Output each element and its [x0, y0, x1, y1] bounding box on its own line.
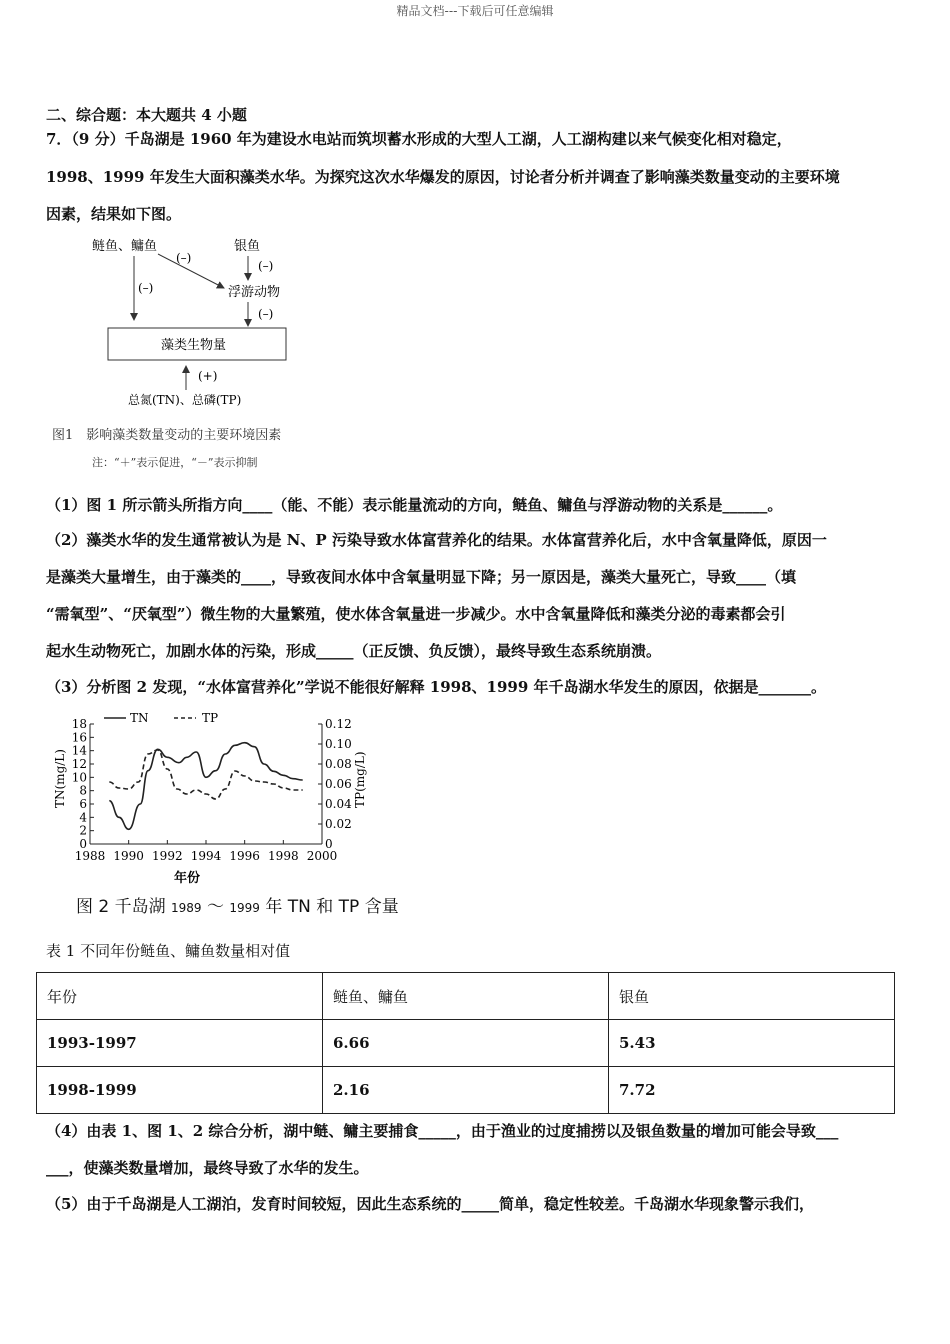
sign-fish-algae: (–) [138, 281, 154, 295]
table-cell: 1998-1999 [37, 1067, 323, 1114]
table-header-cell: 鲢鱼、鳙鱼 [323, 973, 609, 1020]
fig2-caption-suffix: 年 TN 和 TP 含量 [259, 897, 399, 917]
fig2-caption-sep: ～ [201, 897, 230, 917]
question-4-line-1: （4）由表 1、图 1、2 综合分析，湖中鲢、鳙主要捕食_____，由于渔业的过度捕捞以及银鱼数量的增加可能会导致___ [46, 1122, 839, 1140]
table-header-row [37, 973, 895, 1020]
table-row [37, 1067, 895, 1114]
x-axis-label: 年份 [174, 871, 201, 886]
question-2-line-2: 是藻类大量增生，由于藻类的____，导致夜间水体中含氧量明显下降；另一原因是，藻类大量死亡，导致____（填 [46, 568, 797, 586]
x-tick-label: 1992 [152, 849, 183, 863]
y-axis-right-label: TP(mg/L) [353, 751, 367, 808]
y-tick-right-label: 0.10 [325, 737, 352, 751]
figure-2-caption [76, 892, 399, 917]
question-4-line-2: ___，使藻类数量增加，最终导致了水华的发生。 [46, 1159, 369, 1177]
section-title: 二、综合题：本大题共 4 小题 [46, 106, 247, 124]
question-5: （5）由于千岛湖是人工湖泊，发育时间较短，因此生态系统的_____简单，稳定性较差。千岛湖水华现象警示我们， [46, 1195, 814, 1213]
question-7-line-2: 1998、1999 年发生大面积藻类水华。为探究这次水华爆发的原因，讨论者分析并调查了影响藻类数量变动的主要环境 [46, 168, 840, 186]
table-cell: 2.16 [323, 1067, 609, 1114]
y-tick-left-label: 2 [79, 823, 87, 838]
figure-1-note: 注：“＋”表示促进，“－”表示抑制 [92, 456, 258, 469]
x-tick-label: 1990 [113, 849, 144, 863]
y-tick-right-label: 0.06 [325, 777, 352, 791]
question-1: （1）图 1 所示箭头所指方向____（能、不能）表示能量流动的方向，鲢鱼、鳙鱼与浮游动物的关系是______。 [46, 496, 783, 514]
table-row [37, 1020, 895, 1067]
node-zooplankton: 浮游动物 [228, 285, 281, 300]
table-cell: 6.66 [323, 1020, 609, 1067]
y-tick-left-label: 16 [71, 730, 87, 745]
y-tick-left-label: 12 [71, 757, 87, 771]
question-7-line-3: 因素，结果如下图。 [46, 205, 182, 223]
x-tick-label: 1998 [268, 849, 299, 863]
node-algae: 藻类生物量 [161, 338, 227, 353]
table-1-caption: 表 1 不同年份鲢鱼、鳙鱼数量相对值 [46, 942, 291, 960]
y-axis-left-label: TN(mg/L) [53, 749, 67, 808]
fig2-caption-prefix: 图 2 千岛湖 [76, 897, 166, 917]
y-tick-left-label: 6 [79, 797, 87, 811]
x-tick-label: 1996 [229, 849, 260, 863]
y-tick-left-label: 0 [79, 837, 87, 851]
table-header-cell: 银鱼 [609, 973, 895, 1020]
table-1 [36, 972, 895, 1114]
question-3: （3）分析图 2 发现，“水体富营养化”学说不能很好解释 1998、1999 年千岛湖水华发生的原因，依据是_______。 [46, 678, 827, 696]
y-tick-right-label: 0.12 [325, 717, 352, 731]
sign-fish-zoo: (–) [176, 251, 192, 265]
node-fish: 鲢鱼、鳙鱼 [92, 239, 158, 254]
y-tick-right-label: 0.08 [325, 757, 352, 771]
legend-tn-label: TN [130, 711, 149, 725]
y-tick-left-label: 4 [79, 810, 87, 825]
question-2-line-1: （2）藻类水华的发生通常被认为是 N、P 污染导致水体富营养化的结果。水体富营养化后，水中含氧量降低，原因一 [46, 531, 827, 549]
figure-1-caption: 图1 影响藻类数量变动的主要环境因素 [52, 428, 282, 443]
x-tick-label: 1994 [190, 849, 222, 863]
y-tick-right-label: 0 [325, 837, 333, 851]
table-cell: 1993-1997 [37, 1020, 323, 1067]
table-cell: 7.72 [609, 1067, 895, 1114]
y-tick-left-label: 8 [79, 783, 87, 798]
sign-zoo-algae: (–) [258, 307, 274, 321]
sign-silverfish-zoo: (–) [258, 259, 274, 273]
y-tick-left-label: 10 [71, 770, 87, 785]
x-tick-label: 1988 [74, 849, 106, 863]
y-tick-left-label: 14 [71, 743, 87, 758]
node-nutrients: 总氮(TN)、总磷(TP) [128, 393, 242, 407]
table-cell: 5.43 [609, 1020, 895, 1067]
legend-tp-label: TP [202, 711, 219, 725]
page-header: 精品文档---下载后可任意编辑 [396, 4, 554, 18]
figure-1-diagram [46, 232, 376, 472]
figure-2-chart [52, 708, 367, 888]
y-tick-right-label: 0.04 [325, 797, 352, 811]
fig2-caption-year2: 1999 [229, 901, 260, 915]
node-silverfish: 银鱼 [234, 239, 261, 254]
question-7-line-1: 7．（9 分）千岛湖是 1960 年为建设水电站而筑坝蓄水形成的大型人工湖，人工湖构建以来气候变化相对稳定， [46, 130, 792, 148]
table-header-cell: 年份 [37, 973, 323, 1020]
question-2-line-3: “需氧型”、“厌氧型”）微生物的大量繁殖，使水体含氧量进一步减少。水中含氧量降低和藻类分泌的毒素都会引 [46, 605, 786, 623]
sign-nutrients-algae: (+) [198, 369, 218, 383]
fig2-caption-year1: 1989 [171, 901, 202, 915]
x-tick-label: 2000 [306, 849, 338, 863]
series-tn-line [109, 743, 302, 830]
question-2-line-4: 起水生动物死亡，加剧水体的污染，形成_____（正反馈、负反馈），最终导致生态系统崩溃。 [46, 642, 662, 660]
y-tick-left-label: 18 [71, 717, 87, 731]
series-tp-line [109, 750, 302, 799]
y-tick-right-label: 0.02 [325, 817, 352, 831]
